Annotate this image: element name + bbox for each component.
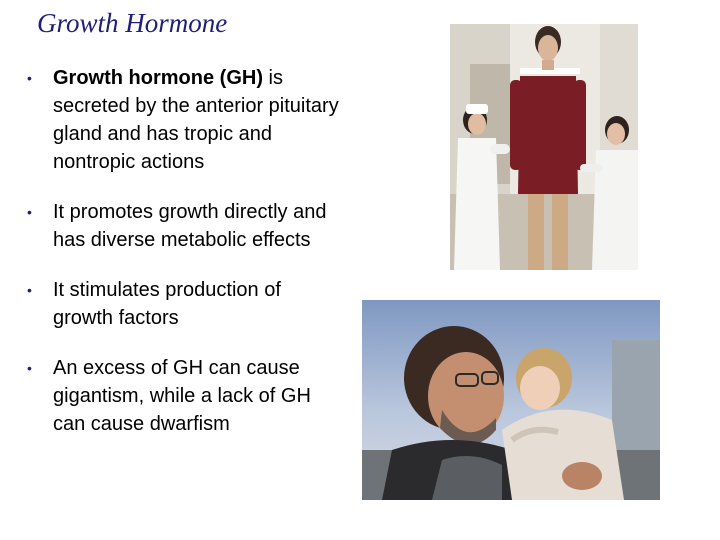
bullet-item: [25, 276, 345, 332]
bullet-list: [25, 64, 345, 438]
bullet-marker: •: [27, 282, 32, 298]
gigantism-photo-illustration: [450, 24, 638, 270]
bullet-marker: •: [27, 204, 32, 220]
gigantism-photo: [450, 24, 638, 270]
bullet-item: [25, 354, 345, 438]
bullet-text: It promotes growth directly and has diverse metabolic effects: [53, 201, 327, 251]
bullet-text: is secreted by the anterior pituitary gland and has tropic and nontropic actions: [53, 67, 339, 173]
bullet-marker: •: [27, 360, 32, 376]
bullet-text: An excess of GH can cause gigantism, while a lack of GH can cause dwarfism: [53, 357, 311, 435]
bullet-marker: •: [27, 70, 32, 86]
dwarfism-photo: [362, 300, 660, 500]
bullet-bold-term: Growth hormone (GH): [53, 67, 263, 89]
slide-title: Growth Hormone: [37, 8, 228, 38]
bullet-item: [25, 64, 345, 176]
bullet-text: It stimulates production of growth factors: [53, 279, 281, 329]
dwarfism-photo-illustration: [362, 300, 660, 500]
bullet-item: [25, 198, 345, 254]
